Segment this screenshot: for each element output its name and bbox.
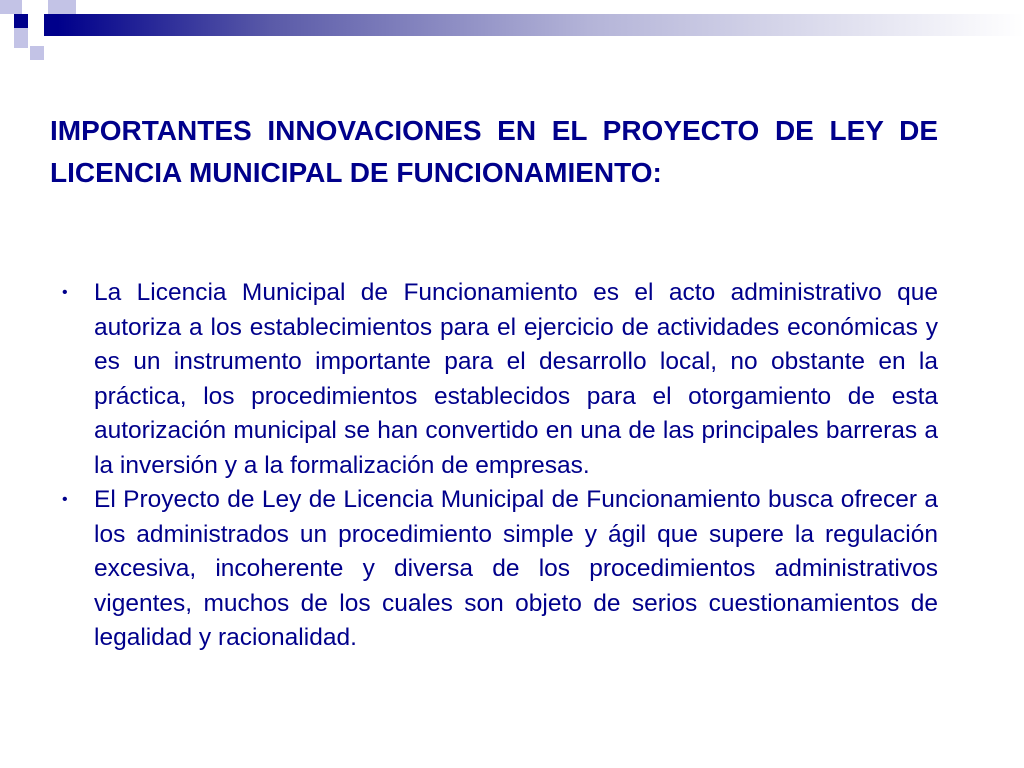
list-item xyxy=(62,276,938,483)
decor-square xyxy=(14,14,28,28)
bullet-text: La Licencia Municipal de Funcionamiento es el acto administrativo que autoriza a los establecimientos para el ejercicio de actividades económicas y es un instrumento importante para el desarrollo local, no obstante en la práctica, los procedimientos establecidos para el otorgamiento de esta autorización municipal se han convertido en una de las principales barreras a la inversión y a la formalización de empresas. xyxy=(94,279,938,479)
bullet-list xyxy=(62,276,938,656)
decor-square xyxy=(14,28,28,48)
bullet-icon: • xyxy=(62,491,68,508)
decor-square xyxy=(0,0,22,14)
decor-square xyxy=(44,14,58,36)
decor-square xyxy=(30,46,44,60)
bullet-icon: • xyxy=(62,284,68,301)
top-gradient-bar xyxy=(58,14,1024,36)
slide-title: IMPORTANTES INNOVACIONES EN EL PROYECTO DE LEY DE LICENCIA MUNICIPAL DE FUNCIONAMIENTO: xyxy=(50,115,938,188)
list-item xyxy=(62,483,938,656)
bullet-text: El Proyecto de Ley de Licencia Municipal de Funcionamiento busca ofrecer a los administrados un procedimiento simple y ágil que supere la regulación excesiva, incoherente y diversa de los procedimientos administrativos vigentes, muchos de los cuales son objeto de serios cuestionamientos de legalidad y racionalidad. xyxy=(94,486,938,651)
decor-square xyxy=(48,0,76,14)
